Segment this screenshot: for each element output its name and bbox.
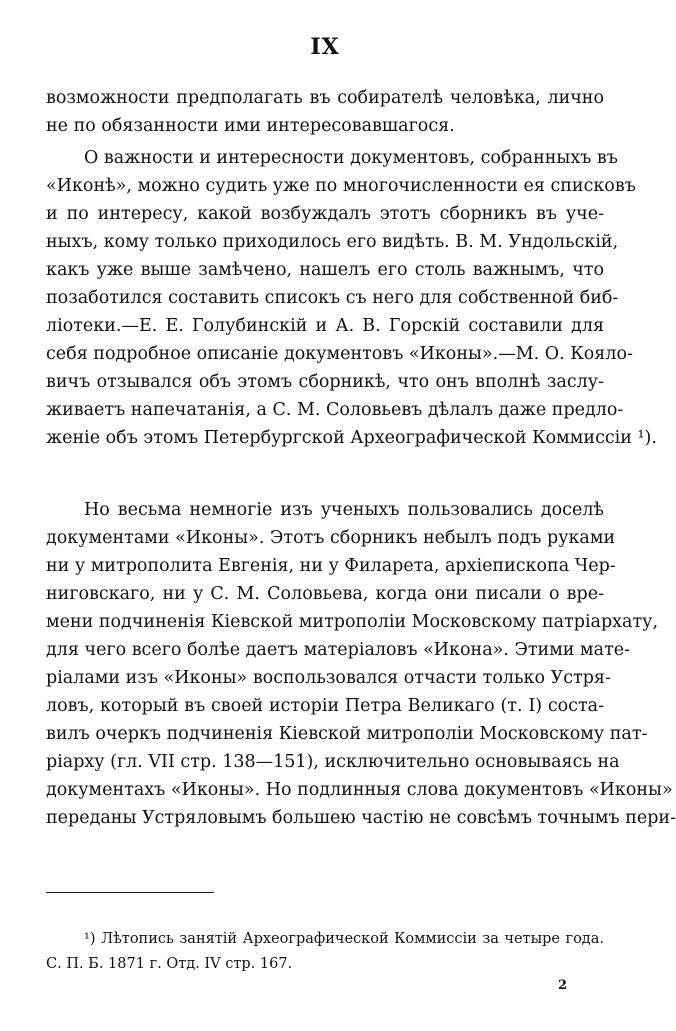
text-line: мени подчиненія Кіевской митрополіи Московскому патріархату,	[46, 612, 659, 632]
footnote	[46, 927, 604, 977]
paragraph-3	[46, 496, 676, 832]
text-line: какъ уже выше замѣчено, нашелъ его столь важнымъ, что	[46, 260, 604, 280]
text-line: ріалами изъ «Иконы» воспользовался отчасти только Устря-	[46, 668, 611, 688]
page-number: 2	[558, 978, 568, 993]
text-line: возможности предполагать въ собирателѣ человѣка, лично	[46, 88, 604, 108]
text-line: вилъ очеркъ подчиненія Кіевской митрополіи Московскому пат-	[46, 724, 648, 744]
footnote-line: С. П. Б. 1871 г. Отд. IV стр. 167.	[46, 956, 293, 972]
paragraph-1	[46, 84, 604, 140]
footnote-divider	[46, 892, 214, 893]
text-line: для чего всего болѣе даетъ матеріаловъ «Икона». Этими мате-	[46, 640, 631, 660]
text-line: вичъ отзывался объ этомъ сборникѣ, что онъ вполнѣ заслу-	[46, 372, 604, 392]
text-line: Но весьма немногіе изъ ученыхъ пользовались доселѣ	[84, 500, 604, 520]
text-line: ріарху (гл. VII стр. 138—151), исключительно основываясь на	[46, 752, 620, 772]
text-line: ліотеки.—Е. Е. Голубинскій и А. В. Горскій составили для	[46, 316, 604, 336]
text-line: позаботился составить списокъ съ него для собственной биб-	[46, 288, 619, 308]
page-header-roman-numeral: IX	[310, 34, 340, 60]
text-line: и по интересу, какой возбуждалъ этотъ сборникъ въ уче-	[46, 204, 604, 224]
text-line: женіе объ этомъ Петербургской Археографической Коммиссіи ¹).	[46, 428, 657, 448]
text-line: ныхъ, кому только приходилось его видѣть. В. М. Ундольскій,	[46, 232, 619, 252]
text-line: не по обязанности ими интересовавшагося.	[46, 116, 455, 136]
text-line: «Иконѣ», можно судить уже по многочисленности ея списковъ	[46, 176, 636, 196]
paragraph-2	[46, 144, 657, 452]
text-line: документами «Иконы». Этотъ сборникъ небылъ подъ руками	[46, 528, 616, 548]
text-line: живаетъ напечатанія, а С. М. Соловьевъ дѣлалъ даже предло-	[46, 400, 624, 420]
text-line: О важности и интересности документовъ, собранныхъ въ	[84, 148, 618, 168]
text-line: ни у митрополита Евгенія, ни у Филарета, архіепископа Чер-	[46, 556, 616, 576]
text-line: переданы Устряловымъ большею частію не совсѣмъ точнымъ пери-	[46, 808, 676, 828]
footnote-line: ¹) Лѣтопись занятій Археографической Коммиссіи за четыре года.	[84, 931, 604, 947]
text-line: ловъ, который въ своей исторіи Петра Великаго (т. I) соста-	[46, 696, 604, 716]
text-line: себя подробное описаніе документовъ «Иконы».—М. О. Кояло-	[46, 344, 633, 364]
text-line: документахъ «Иконы». Но подлинныя слова документовъ «Иконы»	[46, 780, 673, 800]
text-line: ниговскаго, ни у С. М. Соловьева, когда они писали о вре-	[46, 584, 604, 604]
